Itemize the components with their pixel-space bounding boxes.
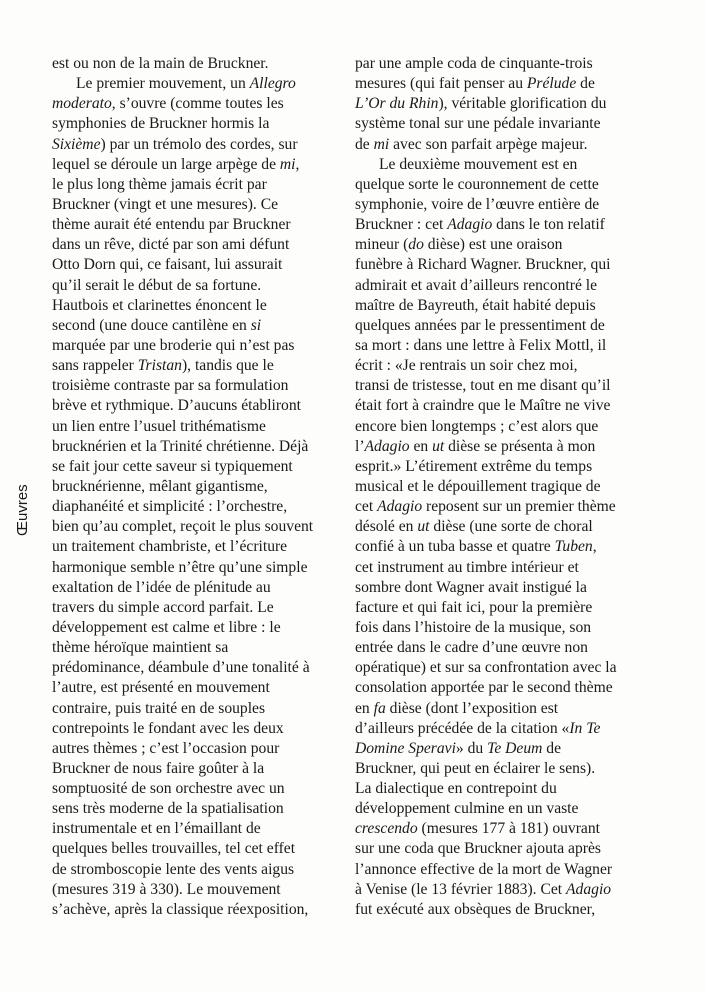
text-segment: prédominance, déambule d’une tonalité à xyxy=(52,659,310,677)
text-line xyxy=(52,74,342,94)
text-segment: harmonique semble n’être qu’une simple xyxy=(52,558,308,576)
text-line xyxy=(52,618,342,638)
text-line xyxy=(52,558,342,578)
text-segment: La dialectique en contrepoint du xyxy=(355,780,557,798)
text-segment: » du xyxy=(455,739,488,757)
text-segment: l’annonce effective de la mort de Wagner xyxy=(355,860,613,878)
text-line xyxy=(52,537,342,557)
text-line xyxy=(52,215,342,235)
text-line xyxy=(355,316,655,336)
text-line xyxy=(52,437,342,457)
text-segment: est ou non de la main de Bruckner. xyxy=(52,55,269,72)
italic-text: mi xyxy=(279,155,296,173)
text-segment: brucknérienne, mêlant gigantisme, xyxy=(52,477,268,495)
italic-text: In Te xyxy=(569,719,601,737)
text-line xyxy=(52,195,342,215)
text-segment: thème aurait été entendu par Bruckner xyxy=(52,216,291,234)
text-segment: sens très moderne de la spatialisation xyxy=(52,800,284,818)
text-line xyxy=(52,860,342,880)
text-segment: quelques belles trouvailles, tel cet effet xyxy=(52,840,296,858)
italic-text: L’Or du Rhin xyxy=(355,95,439,113)
text-line xyxy=(355,719,655,739)
right-text-column xyxy=(355,54,655,920)
italic-text: mi xyxy=(373,135,390,153)
text-line xyxy=(52,819,342,839)
text-line xyxy=(355,517,655,537)
text-line xyxy=(52,578,342,598)
text-line xyxy=(355,638,655,658)
text-segment: (mesures 177 à 181) ouvrant xyxy=(417,820,600,838)
text-line xyxy=(355,759,655,779)
text-line xyxy=(355,900,655,920)
text-line xyxy=(52,477,342,497)
text-line xyxy=(52,678,342,698)
text-segment: opératique) et sur sa confrontation avec la xyxy=(355,659,617,677)
text-segment: exaltation de l’idée de plénitude au xyxy=(52,578,271,596)
text-segment: un traitement chambriste, et l’écriture xyxy=(52,538,288,556)
text-segment: Hautbois et clarinettes énoncent le xyxy=(52,296,267,314)
text-segment: , xyxy=(295,155,300,173)
text-line xyxy=(52,276,342,296)
text-segment: fois dans l’histoire de la musique, son xyxy=(355,618,592,636)
text-line xyxy=(355,276,655,296)
text-line xyxy=(52,356,342,376)
text-segment: système tonal sur une pédale invariante xyxy=(355,115,601,133)
text-line xyxy=(52,517,342,537)
text-segment: mineur ( xyxy=(355,236,409,254)
text-segment: ) par un trémolo des cordes, sur xyxy=(100,135,298,153)
text-line xyxy=(355,376,655,396)
text-segment: sur une coda que Bruckner ajouta après xyxy=(355,840,601,858)
text-segment: Bruckner (vingt et une mesures). Ce xyxy=(52,195,279,213)
text-line xyxy=(52,336,342,356)
text-segment: Bruckner, qui peut en éclairer le sens). xyxy=(355,759,596,777)
left-text-column xyxy=(52,54,342,920)
text-line xyxy=(52,457,342,477)
text-segment: dans un rêve, dicté par son ami défunt xyxy=(52,236,290,254)
text-line xyxy=(52,598,342,618)
italic-text: crescendo xyxy=(355,820,418,838)
text-line xyxy=(52,880,342,900)
text-segment: contraire, puis traité en de souples xyxy=(52,699,266,717)
text-segment: Le premier mouvement, un xyxy=(76,75,250,93)
text-segment: avec son parfait arpège majeur. xyxy=(389,135,588,153)
italic-text: Te Deum xyxy=(487,739,543,757)
text-segment: sombre dont Wagner avait instigué la xyxy=(355,578,587,596)
text-segment: l’ xyxy=(355,437,365,455)
text-segment: de xyxy=(542,739,562,757)
text-line xyxy=(52,376,342,396)
text-line xyxy=(52,175,342,195)
section-side-label: Œuvres xyxy=(14,484,31,536)
text-segment: développement est calme et libre : le xyxy=(52,618,281,636)
text-line xyxy=(355,819,655,839)
text-line xyxy=(52,417,342,437)
text-segment: funèbre à Richard Wagner. Bruckner, qui xyxy=(355,256,611,274)
text-line xyxy=(355,558,655,578)
text-segment: de xyxy=(355,135,374,153)
italic-text: Allegro xyxy=(249,75,296,93)
text-line xyxy=(52,699,342,719)
text-segment: dièse (dont l’exposition est xyxy=(385,699,559,717)
italic-text: Domine Speravi xyxy=(355,739,456,757)
text-segment: un lien entre l’usuel trithématisme xyxy=(52,417,266,435)
text-line xyxy=(52,839,342,859)
text-segment: l’autre, est présenté en mouvement xyxy=(52,679,270,697)
text-line xyxy=(52,54,342,74)
text-line xyxy=(355,658,655,678)
text-segment: sa mort : dans une lettre à Felix Mottl, il xyxy=(355,336,607,354)
text-segment: marquée par une broderie qui n’est pas xyxy=(52,336,295,354)
text-line xyxy=(355,135,655,155)
text-line xyxy=(355,155,655,175)
text-segment: symphonie, voire de l’œuvre entière de xyxy=(355,195,600,213)
text-segment: encore bien longtemps ; c’est alors que xyxy=(355,417,599,435)
text-line xyxy=(355,235,655,255)
text-segment: de xyxy=(576,75,595,93)
text-segment: de stromboscopie lente des vents aigus xyxy=(52,860,295,878)
text-line xyxy=(355,799,655,819)
text-segment: le plus long thème jamais écrit par xyxy=(52,175,267,193)
text-segment: diaphanéité et simplicité : l’orchestre, xyxy=(52,498,288,516)
text-segment: mesures (qui fait penser au xyxy=(355,75,527,93)
text-segment: quelques années par le pressentiment de xyxy=(355,316,605,334)
text-line xyxy=(355,477,655,497)
text-segment: esprit.» L’étirement extrême du temps xyxy=(355,457,593,475)
text-line xyxy=(52,135,342,155)
text-segment: contrepoints le fondant avec les deux xyxy=(52,719,284,737)
text-line xyxy=(52,235,342,255)
text-segment: quelque sorte le couronnement de cette xyxy=(355,175,599,193)
text-segment: transi de tristesse, tout en me disant qu’il xyxy=(355,377,611,395)
text-line xyxy=(52,638,342,658)
text-line xyxy=(52,799,342,819)
text-segment: confié à un tuba basse et quatre xyxy=(355,538,555,556)
text-line xyxy=(355,497,655,517)
text-line xyxy=(355,215,655,235)
text-line xyxy=(355,457,655,477)
text-segment: symphonies de Bruckner hormis la xyxy=(52,115,270,133)
text-segment: (mesures 319 à 330). Le mouvement xyxy=(52,880,281,898)
text-segment: Otto Dorn qui, ce faisant, lui assurait xyxy=(52,256,283,274)
text-segment: ), véritable glorification du xyxy=(438,95,607,113)
italic-text: Adagio xyxy=(447,216,493,234)
text-line xyxy=(355,396,655,416)
text-segment: en xyxy=(409,437,433,455)
text-line xyxy=(52,739,342,759)
text-segment: autres thèmes ; c’est l’occasion pour xyxy=(52,739,280,757)
text-segment: facture et qui fait ici, pour la première xyxy=(355,598,593,616)
text-line xyxy=(355,880,655,900)
text-segment: dièse se présenta à mon xyxy=(444,437,596,455)
text-segment: brucknérien et la Trinité chrétienne. Déjà xyxy=(52,437,309,455)
text-line xyxy=(355,860,655,880)
text-line xyxy=(355,175,655,195)
text-segment: dièse) est une oraison xyxy=(423,236,563,254)
italic-text: fa xyxy=(373,699,386,717)
text-line xyxy=(52,396,342,416)
text-segment: , xyxy=(592,538,597,556)
text-segment: bien qu’au complet, reçoit le plus souvent xyxy=(52,518,314,536)
text-line xyxy=(52,658,342,678)
text-segment: second (une douce cantilène en xyxy=(52,316,251,334)
text-line xyxy=(355,578,655,598)
text-line xyxy=(52,759,342,779)
text-line xyxy=(52,900,342,920)
text-line xyxy=(52,155,342,175)
text-line xyxy=(355,598,655,618)
text-segment: désolé en xyxy=(355,518,418,536)
text-segment: , s’ouvre (comme toutes les xyxy=(111,95,284,113)
text-segment: consolation apportée par le second thème xyxy=(355,679,613,697)
text-segment: maître de Bayreuth, était habité depuis xyxy=(355,296,596,314)
text-line xyxy=(355,195,655,215)
text-segment: entrée dans le cadre d’une œuvre non xyxy=(355,639,588,657)
text-line xyxy=(355,699,655,719)
text-segment: brève et rythmique. D’aucuns établiront xyxy=(52,397,301,415)
text-segment: développement culmine en un vaste xyxy=(355,800,579,818)
text-segment: thème héroïque maintient sa xyxy=(52,639,229,657)
text-segment: fut exécuté aux obsèques de Bruckner, xyxy=(355,900,596,918)
text-line xyxy=(355,437,655,457)
italic-text: Adagio xyxy=(364,437,410,455)
text-segment: par une ample coda de cinquante-trois xyxy=(355,55,593,72)
text-line xyxy=(355,779,655,799)
text-line xyxy=(355,54,655,74)
text-segment: somptuosité de son orchestre avec un xyxy=(52,780,285,798)
text-line xyxy=(355,739,655,759)
text-segment: en xyxy=(355,699,374,717)
text-line xyxy=(355,114,655,134)
text-segment: qu’il serait le début de sa fortune. xyxy=(52,276,262,294)
text-line xyxy=(355,417,655,437)
text-line xyxy=(355,296,655,316)
text-line xyxy=(52,255,342,275)
text-segment: dans le ton relatif xyxy=(492,216,605,234)
text-line xyxy=(355,255,655,275)
italic-text: si xyxy=(250,316,262,334)
text-segment: se fait jour cette saveur si typiquement xyxy=(52,457,293,475)
text-line xyxy=(355,94,655,114)
italic-text: Sixième xyxy=(52,135,101,153)
text-line xyxy=(52,316,342,336)
text-line xyxy=(52,719,342,739)
italic-text: Tuben xyxy=(554,538,593,556)
text-segment: sans rappeler xyxy=(52,357,138,375)
text-segment: d’ailleurs précédée de la citation « xyxy=(355,719,570,737)
text-segment: reposent sur un premier thème xyxy=(422,498,616,516)
text-line xyxy=(52,114,342,134)
text-segment: admirait et avait d’ailleurs rencontré le xyxy=(355,276,598,294)
text-line xyxy=(355,678,655,698)
text-segment: était fort à craindre que le Maître ne vive xyxy=(355,397,611,415)
text-segment: dièse (une sorte de choral xyxy=(429,518,593,536)
text-segment: ), tandis que le xyxy=(181,357,274,375)
italic-text: moderato xyxy=(52,95,112,113)
italic-text: Adagio xyxy=(377,498,423,516)
text-line xyxy=(355,839,655,859)
text-segment: instrumentale et en l’émaillant de xyxy=(52,820,261,838)
text-segment: cet xyxy=(355,498,378,516)
text-segment: à Venise (le 13 février 1883). Cet xyxy=(355,880,567,898)
text-segment: s’achève, après la classique réexposition, xyxy=(52,900,309,918)
italic-text: Prélude xyxy=(526,75,577,93)
text-line xyxy=(52,497,342,517)
text-line xyxy=(355,74,655,94)
italic-text: Tristan xyxy=(137,357,182,375)
italic-text: Adagio xyxy=(566,880,612,898)
text-segment: Bruckner : cet xyxy=(355,216,448,234)
text-segment: cet instrument au timbre intérieur et xyxy=(355,558,579,576)
text-segment: troisième contraste par sa formulation xyxy=(52,377,289,395)
text-segment: lequel se déroule un large arpège de xyxy=(52,155,280,173)
text-line xyxy=(52,779,342,799)
text-line xyxy=(52,296,342,316)
italic-text: do xyxy=(408,236,424,254)
text-segment: Bruckner de nous faire goûter à la xyxy=(52,759,265,777)
text-segment: Le deuxième mouvement est en xyxy=(379,155,578,173)
text-line xyxy=(355,537,655,557)
text-line xyxy=(355,336,655,356)
text-segment: travers du simple accord parfait. Le xyxy=(52,598,274,616)
italic-text: ut xyxy=(417,518,430,536)
text-line xyxy=(52,94,342,114)
text-segment: écrit : «Je rentrais un soir chez moi, xyxy=(355,357,578,375)
text-line xyxy=(355,618,655,638)
text-segment: musical et le dépouillement tragique de xyxy=(355,477,601,495)
text-line xyxy=(355,356,655,376)
italic-text: ut xyxy=(432,437,445,455)
